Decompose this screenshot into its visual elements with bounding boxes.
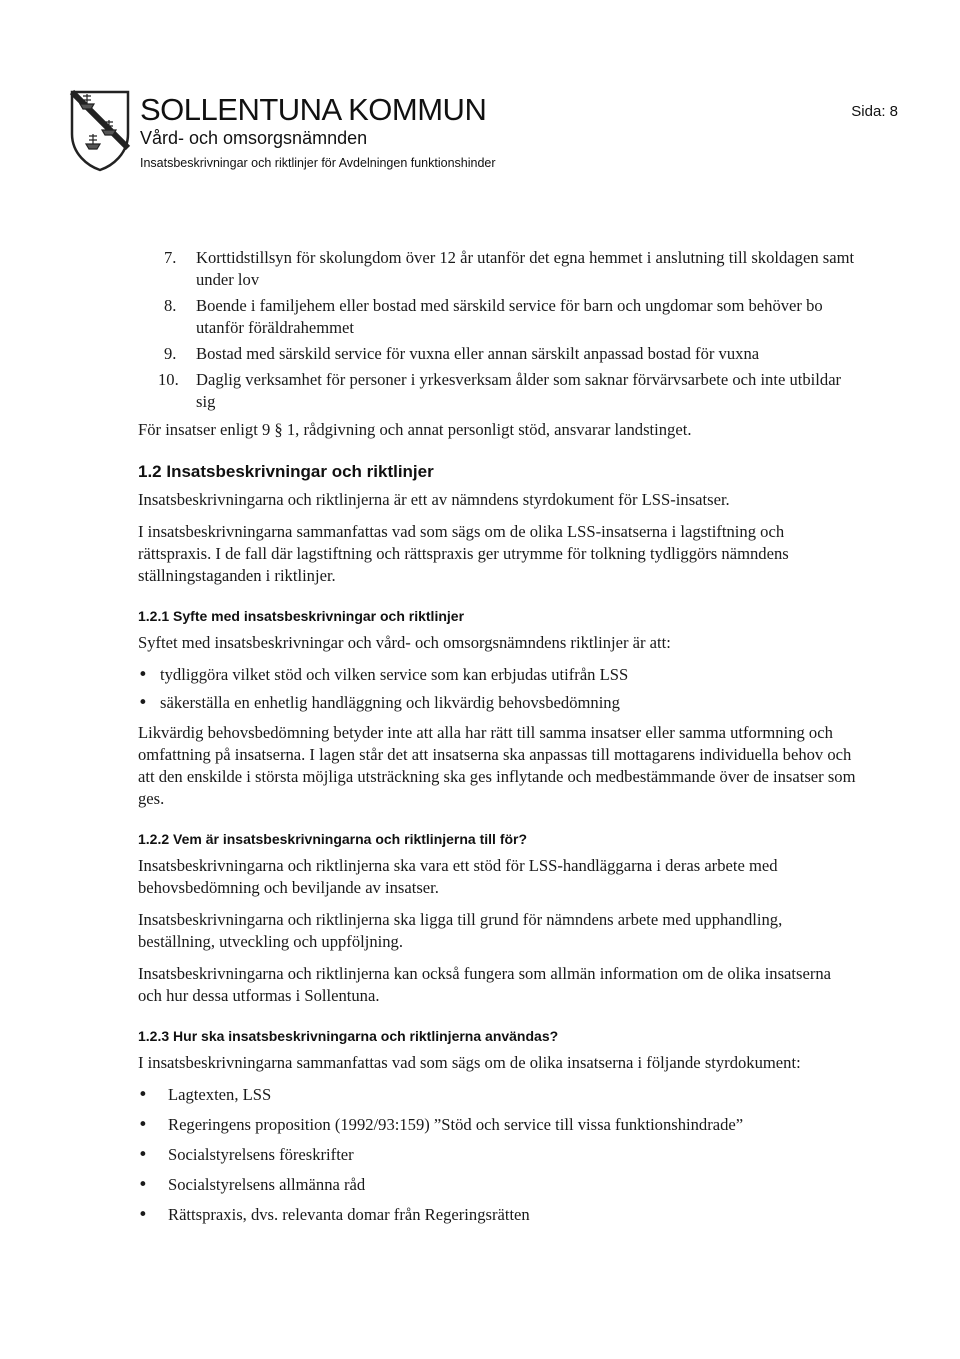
paragraph: Insatsbeskrivningarna och riktlinjerna är ett av nämndens styrdokument för LSS-insatser. — [138, 490, 730, 509]
paragraph: Insatsbeskrivningarna och riktlinjerna ska ligga till grund för nämndens arbete med upphandling, beställning, utveckling och uppföljning. — [138, 910, 783, 951]
list-item: • säkerställa en enhetlig handläggning och likvärdig behovsbedömning — [138, 692, 858, 714]
list-item: • Regeringens proposition (1992/93:159) ”Stöd och service till vissa funktionshindrade” — [138, 1114, 858, 1136]
list-item: • tydliggöra vilket stöd och vilken service som kan erbjudas utifrån LSS — [138, 664, 858, 686]
bullet-list — [138, 664, 858, 714]
page-number: Sida: 8 — [851, 103, 898, 120]
list-item: • Lagtexten, LSS — [138, 1084, 858, 1106]
document-body — [138, 247, 858, 1234]
subsection-heading: 1.2.1 Syfte med insatsbeskrivningar och riktlinjer — [138, 608, 465, 624]
list-item: • Socialstyrelsens allmänna råd — [138, 1174, 858, 1196]
paragraph: I insatsbeskrivningarna sammanfattas vad som sägs om de olika LSS-insatserna i lagstiftning och rättspraxis. I de fall där lagstiftning och rättspraxis ger utrymme för tolkning tydliggörs nämndens ställningstaganden i riktlinjer. — [138, 522, 789, 585]
organization-name: SOLLENTUNA KOMMUN — [140, 92, 487, 127]
subsection-heading: 1.2.3 Hur ska insatsbeskrivningarna och riktlinjerna användas? — [138, 1028, 559, 1044]
document-subtitle: Insatsbeskrivningar och riktlinjer för Avdelningen funktionshinder — [140, 156, 496, 170]
paragraph: Insatsbeskrivningarna och riktlinjerna kan också fungera som allmän information om de olika insatserna och hur dessa utformas i Sollentuna. — [138, 964, 832, 1005]
list-item: 10. Daglig verksamhet för personer i yrkesverksam ålder som saknar förvärvsarbete och inte utbildar sig — [158, 370, 842, 411]
bullet-list — [138, 1084, 858, 1226]
list-item: 9. Bostad med särskild service för vuxna eller annan särskilt anpassad bostad för vuxna — [164, 344, 760, 363]
paragraph: Likvärdig behovsbedömning betyder inte att alla har rätt till samma insatser eller samma utformning och omfattning på insatserna. I lagen står det att insatserna ska anpassas till mottagarens individuella behov och att den enskilde i största möjliga utsträckning ska ges inflytande och medbestämmande över de insatser som ges. — [138, 723, 856, 808]
section-heading: 1.2 Insatsbeskrivningar och riktlinjer — [138, 462, 434, 481]
paragraph: Syftet med insatsbeskrivningar och vård- och omsorgsnämndens riktlinjer är att: — [138, 633, 671, 652]
list-item: • Rättspraxis, dvs. relevanta domar från Regeringsrätten — [138, 1204, 858, 1226]
list-item: 8. Boende i familjehem eller bostad med särskild service för barn och ungdomar som behöver bo utanför föräldrahemmet — [164, 296, 823, 337]
ship-shield-icon — [68, 88, 132, 172]
paragraph: Insatsbeskrivningarna och riktlinjerna ska vara ett stöd för LSS-handläggarna i deras arbete med behovsbedömning och beviljande av insatser. — [138, 856, 778, 897]
board-name: Vård- och omsorgsnämnden — [140, 128, 368, 148]
page-header — [68, 88, 928, 178]
paragraph: För insatser enligt 9 § 1, rådgivning och annat personligt stöd, ansvarar landstinget. — [138, 420, 692, 439]
subsection-heading: 1.2.2 Vem är insatsbeskrivningarna och riktlinjerna till för? — [138, 831, 528, 847]
list-item: 7. Korttidstillsyn för skolungdom över 12 år utanför det egna hemmet i anslutning till skoldagen samt under lov — [164, 248, 855, 289]
paragraph: I insatsbeskrivningarna sammanfattas vad som sägs om de olika insatserna i följande styrdokument: — [138, 1053, 801, 1072]
list-item: • Socialstyrelsens föreskrifter — [138, 1144, 858, 1166]
insats-list — [138, 247, 858, 413]
